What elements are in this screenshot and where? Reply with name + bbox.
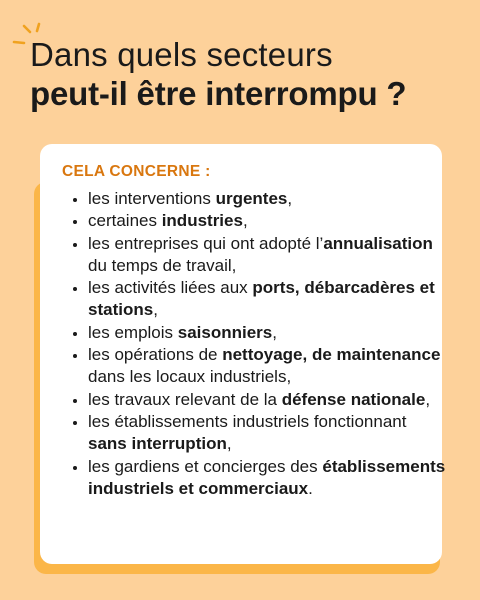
list-item-text: dans les locaux industriels, [88, 367, 292, 387]
list-item-text: . [308, 478, 313, 498]
list-item [88, 233, 448, 278]
list-item-text: les entreprises qui ont adopté l’ [88, 233, 324, 253]
list-item-text: , [425, 389, 431, 409]
list-item-text: , [272, 322, 277, 342]
list-item-text: du temps de travail, [88, 255, 237, 275]
list-item-text: les interventions [88, 189, 216, 208]
list-item-emphasis: défense nationale [281, 389, 426, 409]
list-item-emphasis: sans interruption [88, 434, 227, 454]
list-item [88, 277, 448, 322]
card-kicker: CELA CONCERNE : [62, 163, 211, 180]
list-item [88, 389, 448, 411]
list-item [88, 411, 448, 456]
list-item-emphasis: urgentes [215, 189, 288, 208]
list-item-emphasis: industries [161, 211, 243, 231]
list-item [88, 322, 448, 344]
list-item-text: les emplois [88, 322, 178, 342]
list-item-emphasis: nettoyage, de maintenance [222, 345, 441, 365]
list-item-text: les établissements industriels fonctionnant [88, 411, 407, 431]
list-item-emphasis: établissements industriels et commerciaux [88, 456, 446, 498]
list-item-text: les travaux relevant de la [88, 389, 282, 409]
list-item-text: , [287, 189, 293, 208]
list-item-text: , [242, 211, 248, 231]
list-item [88, 456, 448, 501]
title-line-2: peut-il être interrompu ? [30, 75, 407, 112]
list-item-emphasis: annualisation [323, 233, 433, 253]
title-line-1: Dans quels secteurs [30, 36, 333, 73]
info-card [40, 144, 446, 564]
list-item-text: , [226, 434, 232, 454]
list-item-text: les gardiens et concierges des [88, 456, 323, 476]
list-item [88, 188, 448, 210]
list-item-emphasis: ports, débarcadères et stations [88, 278, 435, 320]
list-item-text: les opérations de [88, 345, 223, 365]
list-item-text: les activités liées aux [88, 278, 253, 298]
page-title [30, 36, 470, 114]
list-item [88, 210, 448, 232]
sector-list [68, 188, 448, 500]
list-item-text: certaines [88, 211, 162, 231]
list-item [88, 344, 448, 389]
list-item-emphasis: saisonniers [177, 322, 273, 342]
list-item-text: , [153, 300, 158, 320]
